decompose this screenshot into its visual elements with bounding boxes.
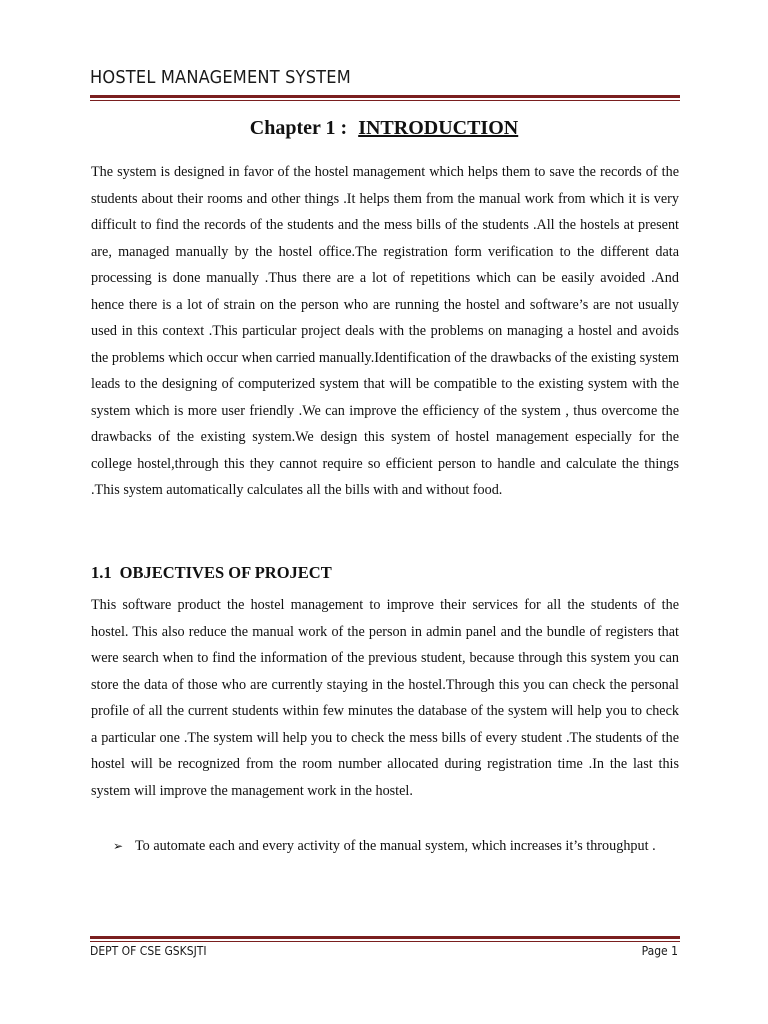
- section-title: OBJECTIVES OF PROJECT: [119, 563, 332, 582]
- chapter-heading: [0, 117, 768, 140]
- footer-rule-thick: [90, 936, 680, 939]
- chapter-label: Chapter 1 :: [249, 117, 348, 139]
- arrowhead-bullet-icon: ➢: [113, 839, 124, 853]
- footer-rule: [90, 936, 680, 942]
- header-rule-thin: [90, 100, 680, 101]
- chapter-name: INTRODUCTION: [358, 117, 519, 139]
- section-heading: [91, 563, 332, 583]
- footer-rule-thin: [90, 941, 680, 942]
- running-header-title: HOSTEL MANAGEMENT SYSTEM: [90, 67, 351, 88]
- objectives-paragraph: This software product the hostel management to improve their services for all the students of the hostel. This also reduce the manual work of the person in admin panel and the bundle of registers that were search when to find the information of the previous student, because through this system you can store the data of those who are currently staying in the hostel.Through this you can check the personal profile of all the current students within few minutes the database of the system will help you to check a particular one .The system will help you to check the mess bills of every student .The students of the hostel will be recognized from the room number allocated during registration time .In the last this system will improve the management work in the hostel.: [91, 597, 679, 799]
- footer-department: DEPT OF CSE GSKSJTI: [90, 944, 207, 958]
- footer-page-number: Page 1: [641, 944, 678, 958]
- bullet-text: To automate each and every activity of the manual system, which increases it’s throughput .: [135, 838, 656, 854]
- section-number: 1.1: [91, 563, 112, 582]
- intro-paragraph: The system is designed in favor of the hostel management which helps them to save the records of the students about their rooms and other things .It helps them from the manual work from which it is very difficult to find the records of the students and the mess bills of the students .All the hostels at present are, managed manually by the hostel office.The registration form verification to the different data processing is done manually .Thus there are a lot of repetitions which can be easily avoided .And hence there is a lot of strain on the person who are running the hostel and software’s are not usually used in this context .This particular project deals with the problems on managing a hostel and avoids the problems which occur when carried manually.Identification of the drawbacks of the existing system leads to the designing of computerized system that will be compatible to the existing system with the system which is more user friendly .We can improve the efficiency of the system , thus overcome the drawbacks of the existing system.We design this system of hostel management especially for the college hostel,through this they cannot require so efficient person to handle and calculate the things .This system automatically calculates all the bills with and without food.: [91, 164, 679, 498]
- header-rule-thick: [90, 95, 680, 98]
- header-rule: [90, 95, 680, 101]
